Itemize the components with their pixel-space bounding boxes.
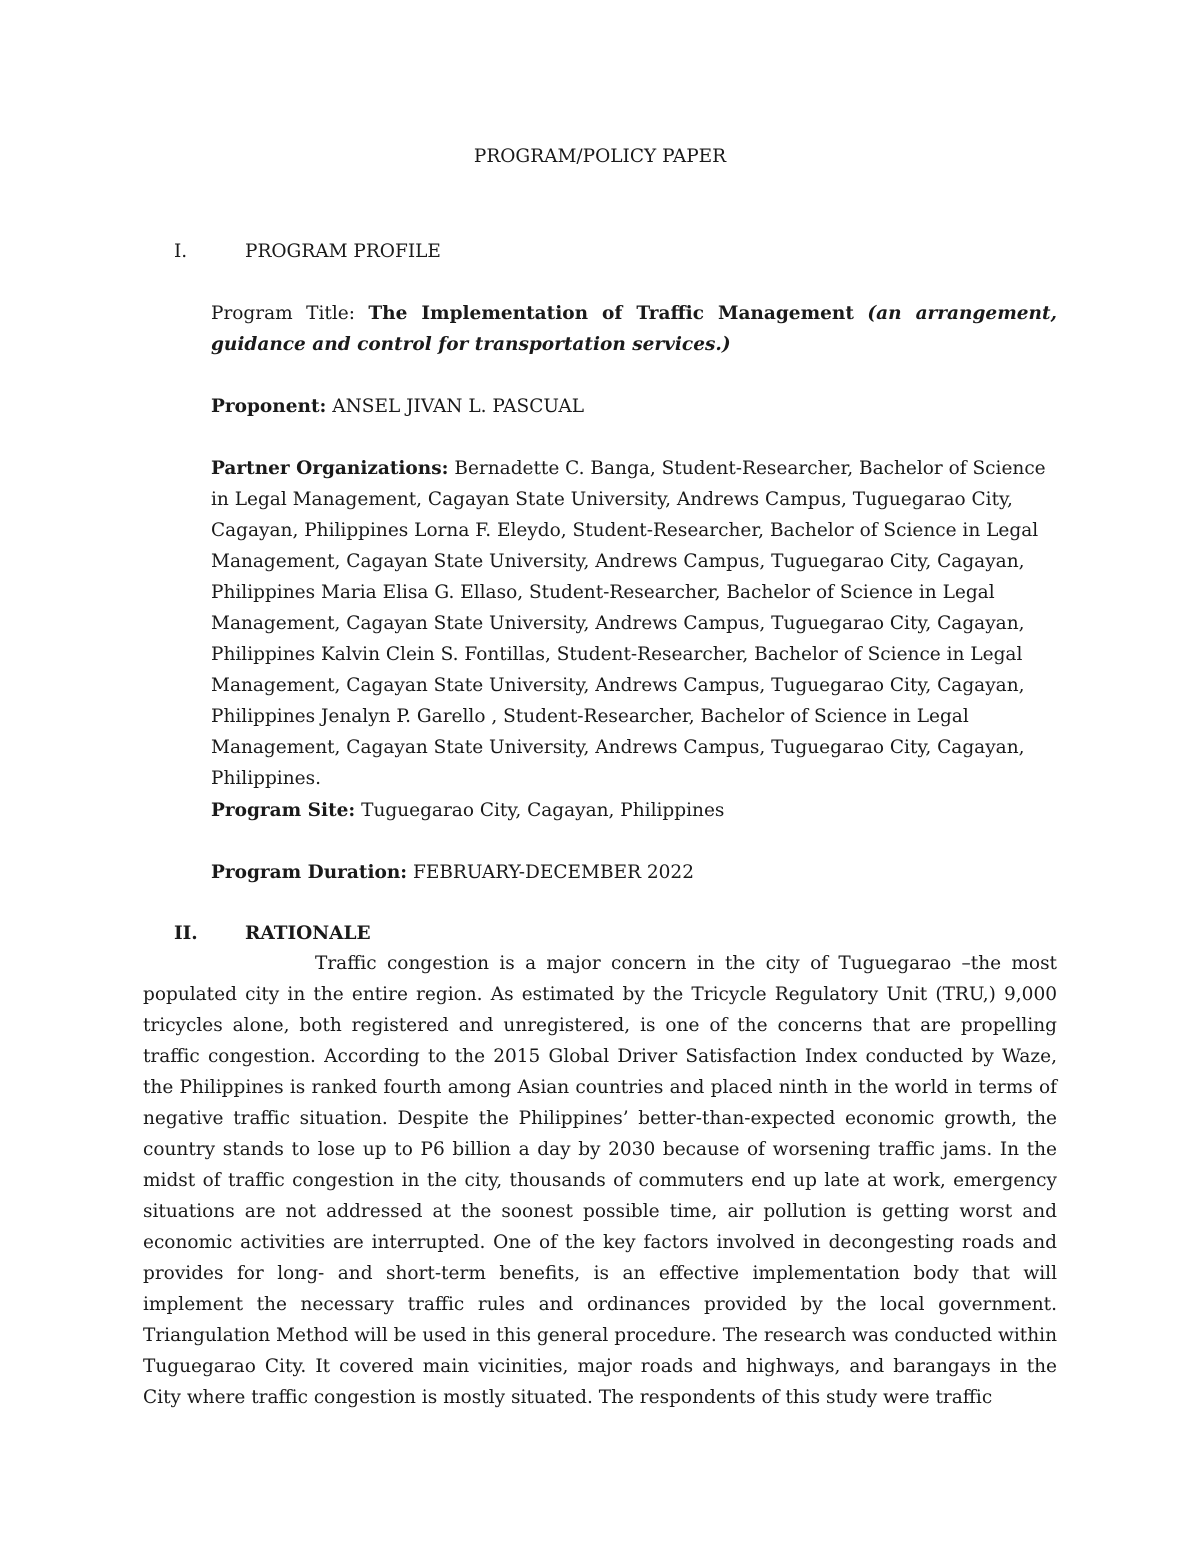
rationale-paragraph: Traffic congestion is a major concern in the city of Tuguegarao –the most populated city in the entire region. As estimated by the Tricycle Regulatory Unit (TRU,) 9,000 tricycles alone, both registered and unregistered, is one of the concerns that are propelling traffic congestion. According to the 2015 Global Driver Satisfaction Index conducted by Waze, the Philippines is ranked fourth among Asian countries and placed ninth in the world in terms of negative traffic situation. Despite the Philippines’ better-than-expected economic growth, the country stands to lose up to P6 billion a day by 2030 because of worsening traffic jams. In the midst of traffic congestion in the city, thousands of commuters end up late at work, emergency situations are not addressed at the soonest possible time, air pollution is getting worst and economic activities are interrupted. One of the key factors involved in decongesting roads and provides for long- and short-term benefits, is an effective implementation body that will implement the necessary traffic rules and ordinances provided by the local government. Triangulation Method will be used in this general procedure. The research was conducted within Tuguegarao City. It covered main vicinities, major roads and highways, and barangays in the City where traffic congestion is mostly situated. The respondents of this study were traffic [143,953,1057,1408]
partner-organizations-field [211,453,1057,794]
program-title-value: The Implementation of Traffic Management [368,303,854,324]
program-duration-label: Program Duration: [211,862,408,883]
section-heading-rationale [174,918,371,949]
section-title: RATIONALE [245,923,371,944]
proponent-label: Proponent: [211,396,327,417]
partner-organizations-value: Bernadette C. Banga, Student-Researcher, Bachelor of Science in Legal Management, Cagayan State University, Andrews Campus, Tuguegarao City, Cagayan, Philippines Lorna F. Eleydo, Student-Researcher, Bachelor of Science in Legal Management, Cagayan State University, Andrews Campus, Tuguegarao City, Cagayan, Philippines Maria Elisa G. Ellaso, Student-Researcher, Bachelor of Science in Legal Management, Cagayan State University, Andrews Campus, Tuguegarao City, Cagayan, Philippines Kalvin Clein S. Fontillas, Student-Researcher, Bachelor of Science in Legal Management, Cagayan State University, Andrews Campus, Tuguegarao City, Cagayan, Philippines Jenalyn P. Garello , Student-Researcher, Bachelor of Science in Legal Management, Cagayan State University, Andrews Campus, Tuguegarao City, Cagayan, Philippines. [211,458,1046,789]
proponent-value: ANSEL JIVAN L. PASCUAL [332,396,585,417]
section-number: II. [174,923,198,944]
program-title-label: Program Title: [211,303,355,324]
section-title: PROGRAM PROFILE [245,241,441,262]
program-duration-value: FEBRUARY-DECEMBER 2022 [413,862,694,883]
proponent-field [211,391,1057,422]
document-title: PROGRAM/POLICY PAPER [473,146,727,167]
program-site-field [211,795,1057,826]
section-number: I. [174,241,188,262]
section-heading-program-profile [174,236,441,267]
program-title-field [211,298,1057,360]
partner-organizations-label: Partner Organizations: [211,458,449,479]
program-site-label: Program Site: [211,800,356,821]
program-site-value: Tuguegarao City, Cagayan, Philippines [361,800,725,821]
program-title-note: (an arrangement, guidance and control for transportation services.) [211,303,1057,355]
program-duration-field [211,857,1057,888]
